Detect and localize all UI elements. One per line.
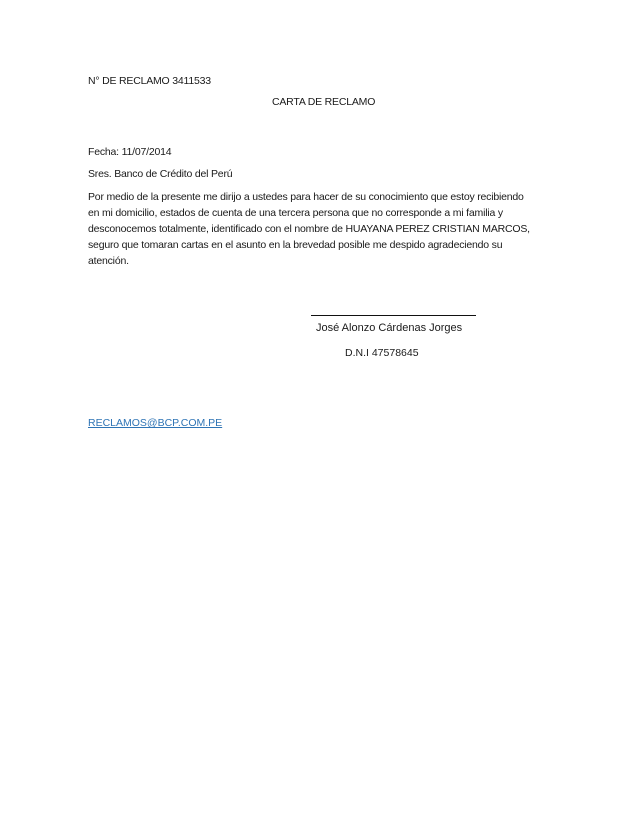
body-line: seguro que tomaran cartas en el asunto en la brevedad posible me despido agradeciendo su <box>88 239 503 251</box>
recipient: Sres. Banco de Crédito del Perú <box>88 168 233 180</box>
letter-title: CARTA DE RECLAMO <box>272 96 376 108</box>
signer-id: D.N.I 47578645 <box>345 347 419 359</box>
signer-name: José Alonzo Cárdenas Jorges <box>316 322 463 334</box>
claim-number: N° DE RECLAMO 3411533 <box>88 75 211 87</box>
body-line: desconocemos totalmente, identificado con el nombre de HUAYANA PEREZ CRISTIAN MARCOS, <box>88 223 530 235</box>
signature-line <box>311 315 476 316</box>
email-link[interactable]: RECLAMOS@BCP.COM.PE <box>88 417 223 429</box>
body-line: atención. <box>88 255 129 267</box>
body-line: Por medio de la presente me dirijo a ustedes para hacer de su conocimiento que estoy recibiendo <box>88 191 524 203</box>
letter-date: Fecha: 11/07/2014 <box>88 146 172 158</box>
body-line: en mi domicilio, estados de cuenta de una tercera persona que no corresponde a mi familia y <box>88 207 503 219</box>
